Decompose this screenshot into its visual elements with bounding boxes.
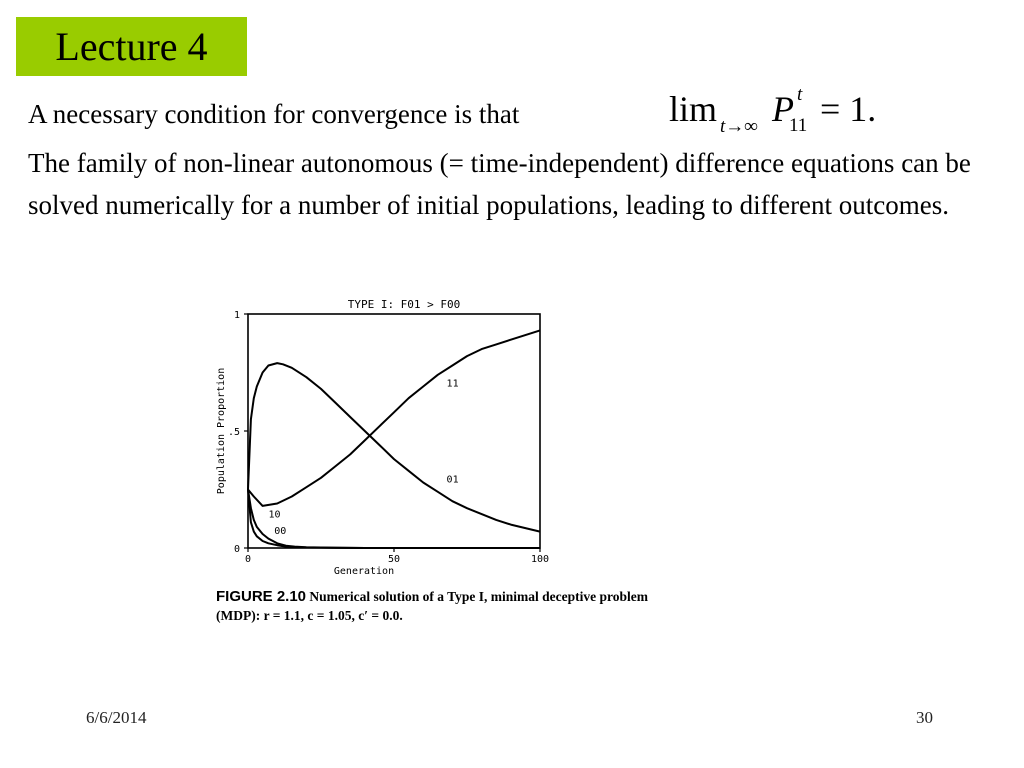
formula-lim-subscript: t→∞ bbox=[720, 116, 758, 137]
caption-text-2: (MDP): r = 1.1, c = 1.05, c′ = 0.0. bbox=[216, 608, 403, 623]
formula-p: P bbox=[772, 89, 794, 129]
curve-label-11: 11 bbox=[446, 378, 459, 390]
formula-lim: lim bbox=[669, 89, 718, 129]
curve-label-10: 10 bbox=[268, 509, 281, 521]
series-line-00 bbox=[248, 490, 540, 549]
limit-formula bbox=[669, 84, 899, 140]
body-paragraph: The family of non-linear autonomous (= time-independent) difference equations can be solved numerically for a number of initial populations, leading to different outcomes. bbox=[28, 148, 971, 220]
series-line-11 bbox=[248, 330, 540, 506]
intro-line: A necessary condition for convergence is that bbox=[28, 99, 520, 129]
x-axis-label: Generation bbox=[333, 566, 395, 577]
footer-date: 6/6/2014 bbox=[86, 708, 147, 727]
y-tick-label: .5 bbox=[227, 427, 240, 438]
y-axis-label: Population Proportion bbox=[216, 367, 227, 495]
plot-frame bbox=[248, 314, 540, 548]
formula-superscript: t bbox=[797, 84, 803, 105]
curve-label-00: 00 bbox=[274, 525, 287, 537]
series-line-10 bbox=[248, 490, 540, 549]
x-tick-label: 0 bbox=[244, 554, 252, 565]
x-tick-label: 100 bbox=[530, 554, 550, 565]
slide-title: Lecture 4 bbox=[55, 24, 208, 69]
page-number: 30 bbox=[916, 708, 933, 727]
caption-text-1: Numerical solution of a Type I, minimal deceptive problem bbox=[309, 589, 649, 604]
line-chart bbox=[200, 280, 840, 580]
series-line-01 bbox=[248, 363, 540, 531]
formula-rhs: = 1. bbox=[820, 89, 877, 129]
y-tick-label: 1 bbox=[233, 310, 240, 321]
caption-label: FIGURE 2.10 bbox=[216, 588, 307, 605]
chart-title: TYPE I: F01 > F00 bbox=[347, 298, 461, 311]
title-box bbox=[16, 17, 247, 76]
figure bbox=[200, 280, 840, 630]
x-tick-label: 50 bbox=[387, 554, 401, 565]
y-tick-label: 0 bbox=[233, 544, 240, 555]
formula-subscript: 11 bbox=[789, 115, 808, 136]
curve-label-01: 01 bbox=[446, 474, 459, 486]
